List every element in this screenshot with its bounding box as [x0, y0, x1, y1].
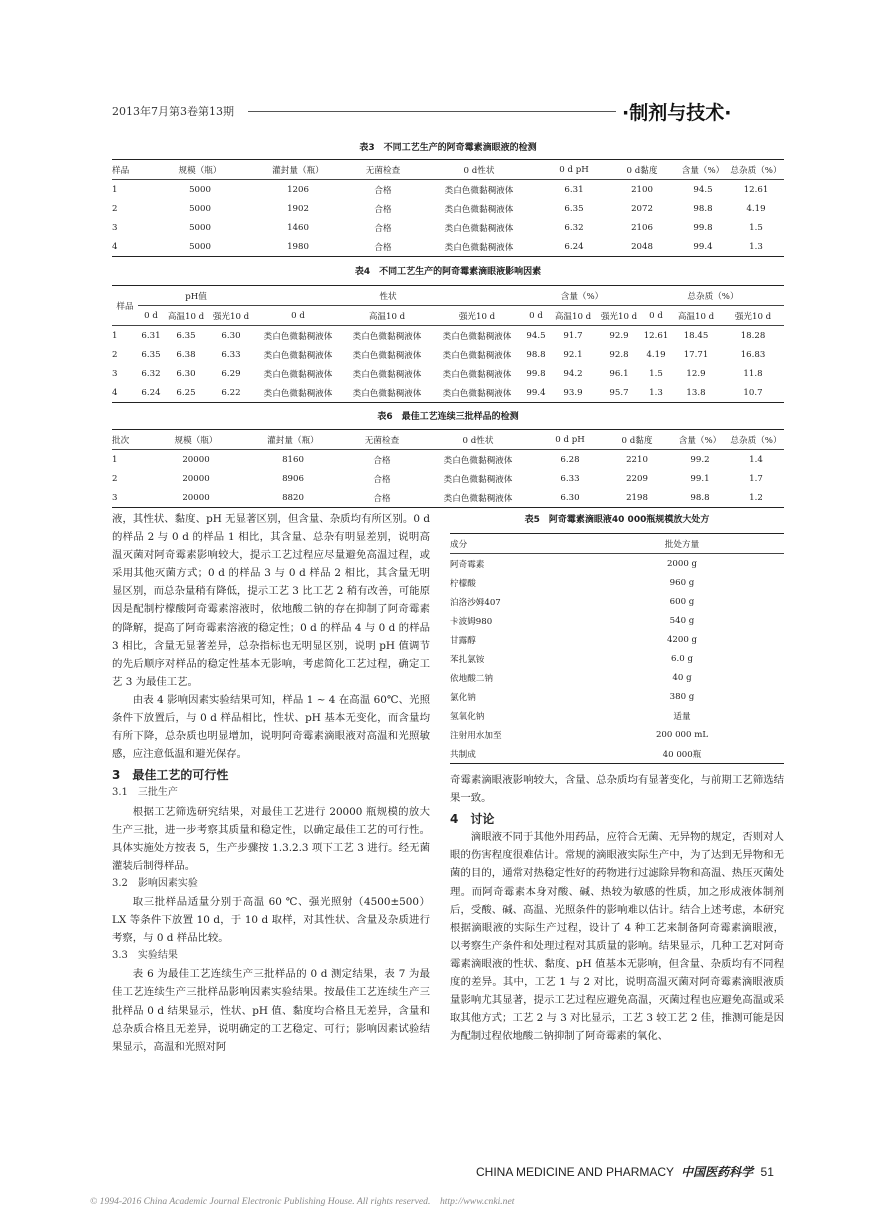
table-cell: 2210: [626, 454, 648, 465]
table-cell: 类白色微黏稠液体: [263, 331, 333, 342]
table-cell: 12.61: [743, 184, 769, 195]
left-column: [112, 510, 430, 1056]
table-cell: 5000: [189, 203, 211, 214]
subsection-heading: 3.1 三批生产: [112, 787, 178, 799]
table6: [112, 429, 784, 508]
t4-head-ph: pH值: [138, 286, 254, 306]
table-cell: 1.7: [749, 473, 763, 484]
table-cell: 20000: [182, 454, 210, 465]
table6-header-cell: 无菌检查: [364, 435, 400, 446]
table-row: [112, 488, 784, 508]
table-cell: 类白色微黏稠液体: [443, 474, 513, 485]
table-cell: 2100: [631, 184, 653, 195]
paragraph: 根据工艺筛选研究结果，对最佳工艺进行 20000 瓶规模的放大生产三批，进一步考察其质量和稳定性，以确定最佳工艺的可行性。具体实施处方按表 5，生产步骤按 1.3.2.3 项下工艺 3 进行。经无菌灌装后制得样品。: [112, 805, 430, 872]
table-cell: 类白色微黏稠液体: [442, 369, 512, 380]
right-column: [450, 771, 784, 1045]
table-cell: 200 000 mL: [655, 729, 709, 740]
section-heading: 3 最佳工艺的可行性: [112, 768, 229, 783]
table-cell: 12.61: [643, 330, 669, 341]
table-cell: 类白色微黏稠液体: [263, 350, 333, 361]
table-cell: 6.33: [221, 349, 241, 360]
table-cell: 6.24: [564, 241, 584, 252]
table-cell: 4.19: [646, 349, 666, 360]
paragraph: 取三批样品适量分别于高温 60 ℃、强光照射（4500±500）LX 等条件下放置 10 d，于 10 d 取样，对其性状、含量及杂质进行考察，与 0 d 样品比较。: [112, 895, 430, 945]
table-cell: 类白色微黏稠液体: [443, 455, 513, 466]
table-cell: 类白色微黏稠液体: [442, 350, 512, 361]
table-cell: 960 g: [669, 577, 695, 588]
table-cell: 6.35: [176, 330, 196, 341]
table-cell: 3: [112, 222, 118, 233]
table-cell: 1.3: [649, 387, 663, 398]
table-cell: 3: [112, 492, 118, 503]
table-cell: 合格: [373, 493, 391, 504]
t4-head-impurity: 总杂质（%）: [642, 286, 784, 306]
table-cell: 20000: [182, 492, 210, 503]
table3-header-cell: 灌封量（瓶）: [272, 165, 324, 176]
table-cell: 6.24: [141, 387, 161, 398]
table6-header-cell: 批次: [112, 435, 130, 446]
table3-header-cell: 样品: [112, 165, 130, 176]
table-row: [112, 326, 784, 346]
table-cell: 阿奇霉素: [450, 559, 485, 570]
table5-header-cell: 批处方量: [664, 539, 700, 550]
table-cell: 5000: [189, 222, 211, 233]
table-cell: 1: [112, 330, 118, 341]
table-cell: 380 g: [669, 691, 695, 702]
table-cell: 40 g: [672, 672, 692, 683]
table-cell: 8820: [282, 492, 304, 503]
table-cell: 2: [112, 473, 118, 484]
table6-caption: 表6 最佳工艺连续三批样品的检测: [377, 412, 519, 422]
table-cell: 合格: [373, 455, 391, 466]
table3: [112, 159, 784, 257]
table-cell: 类白色微黏稠液体: [352, 331, 422, 342]
page-number: 51: [760, 1165, 774, 1179]
table-cell: 6.0 g: [671, 653, 693, 664]
section-heading: 4 讨论: [450, 812, 495, 827]
table-cell: 1.5: [649, 368, 663, 379]
table-cell: 8906: [282, 473, 304, 484]
table-cell: 98.8: [526, 349, 546, 360]
table-cell: 17.71: [683, 349, 709, 360]
table3-header-cell: 无菌检查: [365, 165, 401, 176]
table-row: [112, 364, 784, 383]
t4-head-sample: 样品: [112, 286, 138, 326]
table-cell: 94.5: [693, 184, 713, 195]
table4: [112, 285, 784, 403]
table6-header-cell: 规模（瓶）: [174, 435, 218, 446]
table4-subheader-cell: 强光10 d: [212, 311, 250, 322]
table3-header-cell: 0 d性状: [463, 165, 495, 176]
table-cell: 6.35: [564, 203, 584, 214]
table-cell: 99.1: [690, 473, 710, 484]
table-cell: 合格: [374, 204, 392, 215]
paragraph: 表 6 为最佳工艺连续生产三批样品的 0 d 测定结果，表 7 为最佳工艺连续生产三批样品影响因素实验结果。按最佳工艺连续生产三批样品 0 d 结果显示，性状、pH 值、黏度均合格且无差异，含量和总杂质合格且无差异，说明确定的工艺稳定、可行；影响因素试验结果显示，高温和光照对阿: [112, 968, 430, 1053]
table-cell: 5000: [189, 241, 211, 252]
table-cell: 卡波姆980: [450, 616, 493, 627]
table-cell: 2: [112, 203, 118, 214]
table-cell: 合格: [374, 242, 392, 253]
table-cell: 6.32: [564, 222, 584, 233]
table-cell: 2209: [626, 473, 648, 484]
table-cell: 20000: [182, 473, 210, 484]
table-cell: 2072: [631, 203, 653, 214]
table-cell: 6.29: [221, 368, 241, 379]
section-title: ·制剂与技术·: [622, 102, 732, 124]
paragraph: 滴眼液不同于其他外用药品，应符合无菌、无异物的规定，否则对人眼的伤害程度很难估计。常规的滴眼液实际生产中，为了达到无异物和无菌的目的，通常对热稳定性好的药物进行过滤除异物和高温、热压灭菌处理。而阿奇霉素本身对酸、碱、热较为敏感的性质，加之形成液体制剂后，受酸、碱、高温、光照条件的影响难以估计。结合上述考虑，本研究根据滴眼液的实际生产过程，设计了 4 种工艺来制备阿奇霉素滴眼液，以考察生产条件和处理过程对其质量的影响。结果显示，几种工艺对阿奇霉素滴眼液的性状、黏度、pH 值基本无影响，但含量、杂质均有不同程度的差异。其中，工艺 1 与 2 对比，说明高温灭菌对阿奇霉素滴眼液质量影响尤其显著，提示工艺过程应避免高温，灭菌过程也应避免高温或采取其他方式；工艺 2 与 3 对比显示，工艺 3 较工艺 2 佳，推测可能是因为配制过程依地酸二钠抑制了阿奇霉素的氧化、: [450, 831, 784, 1043]
table-cell: 6.31: [141, 330, 161, 341]
journal-name-cn: 中国医药科学: [681, 1165, 754, 1179]
table-cell: 依地酸二钠: [450, 673, 493, 684]
table-cell: 4.19: [746, 203, 766, 214]
table-cell: 类白色微黏稠液体: [444, 242, 514, 253]
copyright-notice: © 1994-2016 China Academic Journal Electronic Publishing House. All rights reserved. http://www.cnki.net: [90, 1196, 515, 1207]
t4-head-appearance: 性状: [254, 286, 522, 306]
table-cell: 98.8: [693, 203, 713, 214]
table-cell: 6.38: [176, 349, 196, 360]
table-cell: 类白色微黏稠液体: [443, 493, 513, 504]
table-row: [450, 649, 784, 668]
table4-subheader-cell: 强光10 d: [734, 311, 772, 322]
table-cell: 1902: [287, 203, 309, 214]
table-cell: 99.4: [693, 241, 713, 252]
table-cell: 10.7: [743, 387, 763, 398]
table4-subheader-cell: 强光10 d: [458, 311, 496, 322]
table-cell: 93.9: [563, 387, 583, 398]
table-cell: 92.8: [609, 349, 629, 360]
table-cell: 18.45: [683, 330, 709, 341]
subsection-heading: 3.3 实验结果: [112, 950, 178, 962]
table5-header-cell: 成分: [450, 539, 468, 550]
table-cell: 6.30: [221, 330, 241, 341]
table-cell: 4: [112, 241, 118, 252]
table-cell: 6.25: [176, 387, 196, 398]
journal-footer: [476, 1163, 774, 1180]
table-row: [450, 725, 784, 744]
table6-header-cell: 含量（%）: [678, 435, 722, 446]
table4-subheader-cell: 高温10 d: [677, 311, 715, 322]
table-cell: 类白色微黏稠液体: [352, 369, 422, 380]
table-row: [112, 469, 784, 488]
table-row: [112, 180, 784, 200]
table-cell: 1460: [287, 222, 309, 233]
table-cell: 合格: [374, 223, 392, 234]
paragraph: 奇霉素滴眼液影响较大，含量、总杂质均有显著变化，与前期工艺筛选结果一致。: [450, 774, 784, 805]
table-cell: 94.5: [526, 330, 546, 341]
table-row: [450, 668, 784, 687]
table3-header-cell: 0 d黏度: [626, 165, 658, 176]
table-cell: 92.9: [609, 330, 629, 341]
table-cell: 92.1: [563, 349, 583, 360]
table-row: [112, 345, 784, 364]
table-row: [450, 687, 784, 706]
table6-header-cell: 0 d黏度: [621, 435, 653, 446]
table-row: [450, 554, 784, 574]
table-cell: 1206: [287, 184, 309, 195]
table-cell: 600 g: [669, 596, 695, 607]
table3-header-cell: 总杂质（%）: [730, 165, 782, 176]
table-row: [450, 611, 784, 630]
table-cell: 8160: [282, 454, 304, 465]
table-cell: 甘露醇: [450, 635, 476, 646]
table-cell: 1.2: [749, 492, 763, 503]
table-cell: 40 000瓶: [662, 749, 702, 760]
table-cell: 2106: [631, 222, 653, 233]
table-cell: 540 g: [669, 615, 695, 626]
table4-subheader-cell: 高温10 d: [368, 311, 406, 322]
paragraph: 由表 4 影响因素实验结果可知，样品 1 ~ 4 在高温 60℃、光照条件下放置后，与 0 d 样品相比，性状、pH 基本无变化，而含量均有所下降，总杂质也明显增加，说明阿奇霉素滴眼液对高温和光照敏感，应注意低温和避光保存。: [112, 693, 430, 761]
subsection-heading: 3.2 影响因素实验: [112, 877, 198, 889]
table-row: [450, 706, 784, 725]
table-cell: 注射用水加至: [450, 730, 502, 741]
table-cell: 3: [112, 368, 118, 379]
t4-head-content: 含量（%）: [522, 286, 642, 306]
table-row: [112, 199, 784, 218]
table-row: [450, 573, 784, 592]
journal-name-en: CHINA MEDICINE AND PHARMACY: [476, 1165, 674, 1179]
table-cell: 11.8: [743, 368, 763, 379]
table-row: [450, 630, 784, 649]
table-cell: 99.4: [526, 387, 546, 398]
table-cell: 13.8: [686, 387, 706, 398]
table-cell: 类白色微黏稠液体: [442, 388, 512, 399]
table-cell: 2048: [631, 241, 653, 252]
table-cell: 2: [112, 349, 118, 360]
table-row: [112, 383, 784, 403]
table-cell: 类白色微黏稠液体: [352, 350, 422, 361]
table-cell: 类白色微黏稠液体: [263, 369, 333, 380]
table-cell: 合格: [373, 474, 391, 485]
table4-subheader-cell: 高温10 d: [167, 311, 205, 322]
table-row: [450, 592, 784, 611]
table-cell: 类白色微黏稠液体: [444, 204, 514, 215]
table-cell: 6.22: [221, 387, 241, 398]
journal-issue: 2013年7月第3卷第13期: [112, 105, 234, 118]
table4-subheader-cell: 0 d: [291, 310, 305, 321]
table-cell: 6.33: [560, 473, 580, 484]
table-cell: 6.31: [564, 184, 584, 195]
table-cell: 1: [112, 184, 118, 195]
table-cell: 95.7: [609, 387, 629, 398]
table-cell: 18.28: [740, 330, 766, 341]
table-cell: 6.32: [141, 368, 161, 379]
table-row: [112, 237, 784, 257]
table4-subheader-cell: 0 d: [144, 310, 158, 321]
table-cell: 1: [112, 454, 118, 465]
table-cell: 94.2: [563, 368, 583, 379]
table-cell: 类白色微黏稠液体: [263, 388, 333, 399]
table-cell: 6.30: [176, 368, 196, 379]
table6-header-cell: 0 d性状: [462, 435, 494, 446]
table-cell: 1980: [287, 241, 309, 252]
table3-header-cell: 规模（瓶）: [178, 165, 222, 176]
table-cell: 91.7: [563, 330, 583, 341]
table-cell: 柠檬酸: [450, 578, 476, 589]
table-cell: 99.2: [690, 454, 710, 465]
table-cell: 6.28: [560, 454, 580, 465]
table-cell: 99.8: [526, 368, 546, 379]
table-cell: 类白色微黏稠液体: [444, 185, 514, 196]
table6-header-cell: 0 d pH: [555, 434, 585, 445]
table4-subheader-cell: 0 d: [649, 310, 663, 321]
table-cell: 16.83: [740, 349, 766, 360]
table-cell: 6.35: [141, 349, 161, 360]
table6-header-cell: 灌封量（瓶）: [267, 435, 319, 446]
table-cell: 共制成: [450, 749, 476, 760]
table-cell: 96.1: [609, 368, 629, 379]
table-cell: 2000 g: [666, 558, 698, 569]
table5: [450, 533, 784, 764]
table-cell: 1.3: [749, 241, 763, 252]
table-cell: 类白色微黏稠液体: [444, 223, 514, 234]
header-rule: [248, 111, 616, 112]
table-cell: 6.30: [560, 492, 580, 503]
table-row: [112, 450, 784, 470]
table3-header-cell: 0 d pH: [559, 164, 589, 175]
table-cell: 泊洛沙姆407: [450, 597, 501, 608]
table-cell: 98.8: [690, 492, 710, 503]
table-cell: 1.5: [749, 222, 763, 233]
table4-subheader-cell: 高温10 d: [554, 311, 592, 322]
table-cell: 类白色微黏稠液体: [442, 331, 512, 342]
table-cell: 适量: [673, 711, 691, 722]
table-cell: 12.9: [686, 368, 706, 379]
table-row: [450, 744, 784, 764]
table-cell: 4200 g: [666, 634, 698, 645]
table3-caption: 表3 不同工艺生产的阿奇霉素滴眼液的检测: [359, 143, 537, 153]
table-row: [112, 218, 784, 237]
table-cell: 氯化钠: [450, 692, 476, 703]
table-cell: 5000: [189, 184, 211, 195]
table-cell: 99.8: [693, 222, 713, 233]
table5-caption: 表5 阿奇霉素滴眼液40 000瓶规模放大处方: [524, 515, 710, 525]
table-cell: 类白色微黏稠液体: [352, 388, 422, 399]
table-cell: 合格: [374, 185, 392, 196]
paragraph: 液，其性状、黏度、pH 无显著区别，但含量、杂质均有所区别。0 d 的样品 2 与 0 d 的样品 1 相比，其含量、总杂有明显差别，说明高温灭菌对阿奇霉素影响较大，提示工艺过程应尽量避免高温过程，或采用其他灭菌方式；0 d 的样品 3 与 0 d 样品 2 相比，其含量无明显区别，而总杂量稍有降低，提示工艺 3 比工艺 2 稍有改善，可能原因是配制柠檬酸阿奇霉素溶液时，依地酸二钠的存在抑制了阿奇霉素的降解，提高了阿奇霉素溶液的稳定性；0 d 的样品 4 与 0 d 的样品 3 相比，含量无显著差异，总杂指标也无明显区别，说明 pH 值调节的先后顺序对样品的稳定性基本无影响，考虑简化工艺过程，确定工艺 3 为最佳工艺。: [112, 513, 430, 688]
table4-subheader-cell: 强光10 d: [600, 311, 638, 322]
table4-subheader-cell: 0 d: [529, 310, 543, 321]
table6-header-cell: 总杂质（%）: [730, 435, 782, 446]
table-cell: 苯扎氯铵: [450, 654, 485, 665]
table-cell: 4: [112, 387, 118, 398]
table-cell: 1.4: [749, 454, 763, 465]
table3-header-cell: 含量（%）: [681, 165, 725, 176]
table-cell: 氢氧化钠: [450, 711, 485, 722]
table4-caption: 表4 不同工艺生产的阿奇霉素滴眼液影响因素: [354, 267, 542, 277]
table-cell: 2198: [626, 492, 648, 503]
